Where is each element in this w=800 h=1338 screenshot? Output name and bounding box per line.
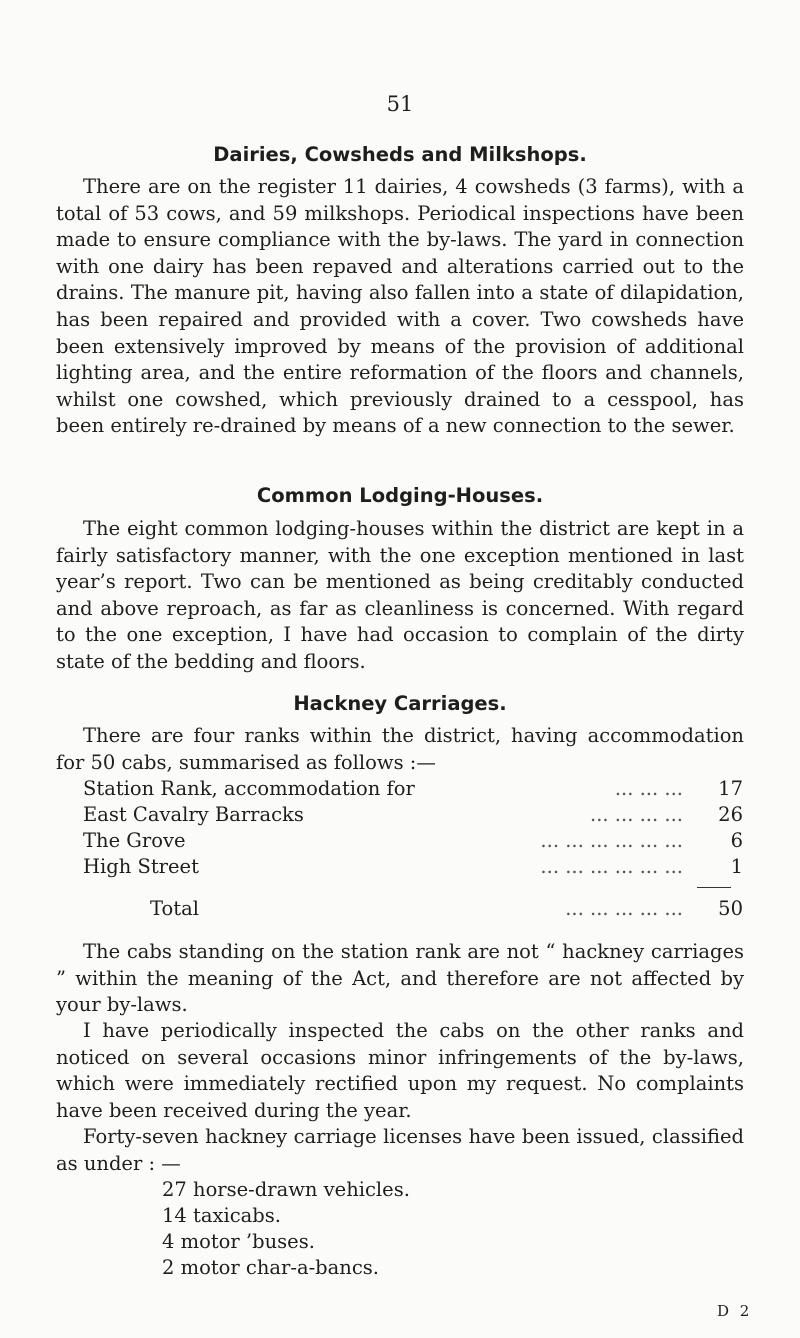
heading-dairies: Dairies, Cowsheds and Milkshops. xyxy=(213,143,587,166)
total-row xyxy=(83,897,743,923)
paragraph-inspections: I have periodically inspected the cabs on the other ranks and noticed on several occasions minor infringements of the by-laws, which were immediately rectified upon my request. No complaints have been received during the year. xyxy=(56,1019,744,1122)
paragraph-dairies: There are on the register 11 dairies, 4 cowsheds (3 farms), with a total of 53 cows, and 59 milkshops. Periodical inspections have been made to ensure compliance with the by-laws. The yard in connection with one dairy has been repaved and alterations carried out to the drains. The manure pit, having also fallen into a state of dilapidation, has been repaired and provided with a cover. Two cowsheds have been extensively improved by means of the provision of additional lighting area, and the entire reformation of the floors and channels, whilst one cowshed, which previously drained to a cesspool, has been entirely re-drained by means of a new connection to the sewer. xyxy=(56,175,744,438)
rank-label: High Street xyxy=(83,855,199,878)
rank-row xyxy=(83,777,743,803)
total-label: Total xyxy=(150,897,199,920)
rank-value: 1 xyxy=(730,855,743,878)
leader-dots: ... ... ... ... ... xyxy=(565,897,683,920)
leader-dots: ... ... ... ... xyxy=(590,803,683,826)
list-item: 4 motor ’buses. xyxy=(162,1230,315,1253)
rank-value: 6 xyxy=(730,829,743,852)
rank-label: The Grove xyxy=(83,829,186,852)
heading-lodging-houses: Common Lodging-Houses. xyxy=(256,484,544,507)
rank-row xyxy=(83,803,743,829)
rank-label: East Cavalry Barracks xyxy=(83,803,304,826)
list-item: 14 taxicabs. xyxy=(162,1204,281,1227)
page-number: 51 xyxy=(386,92,414,116)
signature-mark: D 2 xyxy=(717,1302,753,1320)
list-item: 2 motor char-a-bancs. xyxy=(162,1256,379,1279)
list-item: 27 horse-drawn vehicles. xyxy=(162,1178,410,1201)
total-rule xyxy=(697,887,731,888)
rank-label: Station Rank, accommodation for xyxy=(83,777,415,800)
paragraph-lodging-houses: The eight common lodging-houses within the district are kept in a fairly satisfactory manner, with the one exception mentioned in last year’s report. Two can be mentioned as being creditably conducted and above reproach, as far as cleanliness is concerned. With regard to the one exception, I have had occasion to complain of the dirty state of the bedding and floors. xyxy=(56,517,744,673)
leader-dots: ... ... ... ... ... ... xyxy=(540,829,683,852)
vehicle-list xyxy=(162,1177,410,1281)
paragraph-hackney-intro: There are four ranks within the district, having accommodation for 50 cabs, summarised as follows :— xyxy=(56,724,744,774)
rank-value: 17 xyxy=(718,777,743,800)
rank-row xyxy=(83,855,743,881)
leader-dots: ... ... ... ... ... ... xyxy=(540,855,683,878)
total-value: 50 xyxy=(718,897,743,920)
rank-row xyxy=(83,829,743,855)
rank-value: 26 xyxy=(718,803,743,826)
leader-dots: ... ... ... xyxy=(614,777,683,800)
heading-hackney-carriages: Hackney Carriages. xyxy=(293,692,507,715)
paragraph-licenses: Forty-seven hackney carriage licenses have been issued, classified as under : — xyxy=(56,1125,744,1175)
paragraph-station-rank: The cabs standing on the station rank are not “ hackney carriages ” within the meaning of the Act, and therefore are not affected by your by-laws. xyxy=(56,940,744,1017)
